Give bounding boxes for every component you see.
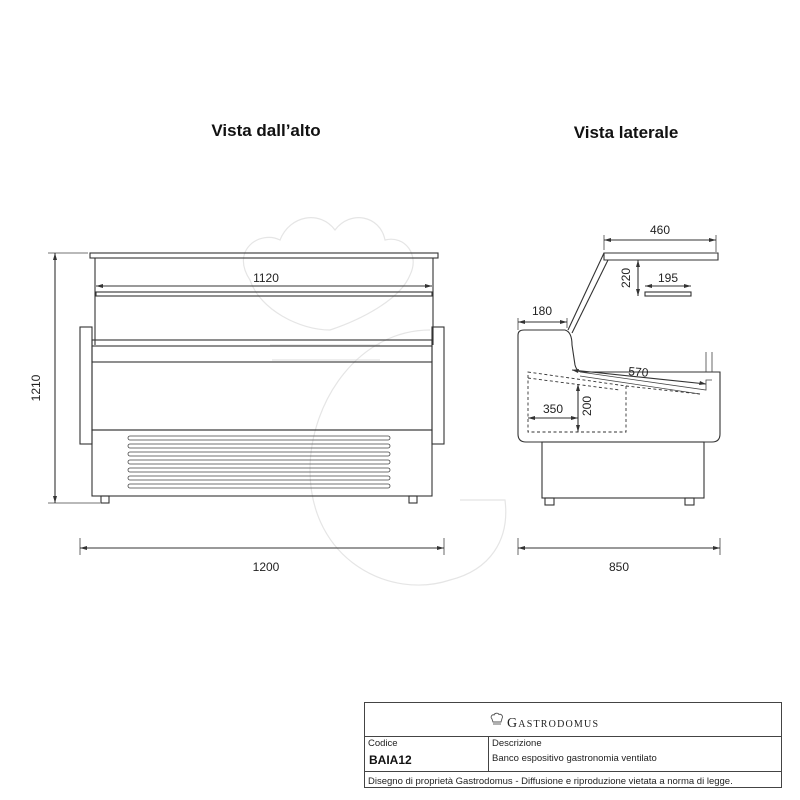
side-view-title: Vista laterale bbox=[573, 123, 679, 142]
top-view-title: Vista dall’alto bbox=[211, 121, 321, 140]
dim-tank-depth: 350 bbox=[542, 402, 564, 416]
dim-glass-height: 220 bbox=[619, 267, 633, 289]
code-value: BAIA12 bbox=[369, 753, 412, 767]
title-block bbox=[364, 702, 782, 788]
dim-total-width: 1200 bbox=[252, 560, 280, 574]
copyright-footer: Disegno di proprietà Gastrodomus - Diffusione e riproduzione vietata a norma di legge. bbox=[368, 776, 733, 787]
chef-hat-logo-icon bbox=[489, 711, 505, 727]
code-cell bbox=[365, 737, 489, 771]
top-view-drawing bbox=[29, 253, 444, 574]
dim-glass-depth: 460 bbox=[649, 223, 671, 237]
dim-display-depth: 570 bbox=[627, 364, 649, 380]
brand-row bbox=[365, 703, 781, 737]
brand-name: Gastrodomus bbox=[507, 716, 600, 731]
dim-shelf-depth: 195 bbox=[657, 271, 679, 285]
gastrodomus-watermark-icon bbox=[243, 218, 505, 585]
side-view-drawing bbox=[518, 223, 720, 574]
code-description-row bbox=[365, 737, 781, 772]
description-label: Descrizione bbox=[492, 738, 542, 749]
dim-total-depth: 850 bbox=[608, 560, 630, 574]
dim-inner-width: 1120 bbox=[253, 271, 279, 285]
description-cell bbox=[489, 737, 781, 771]
dim-height: 1210 bbox=[29, 374, 43, 402]
dim-tank-height: 200 bbox=[580, 395, 594, 417]
dim-rear-top: 180 bbox=[531, 304, 553, 318]
ventilation-grille bbox=[128, 436, 390, 488]
code-label: Codice bbox=[368, 738, 398, 749]
description-value: Banco espositivo gastronomia ventilato bbox=[492, 753, 657, 764]
